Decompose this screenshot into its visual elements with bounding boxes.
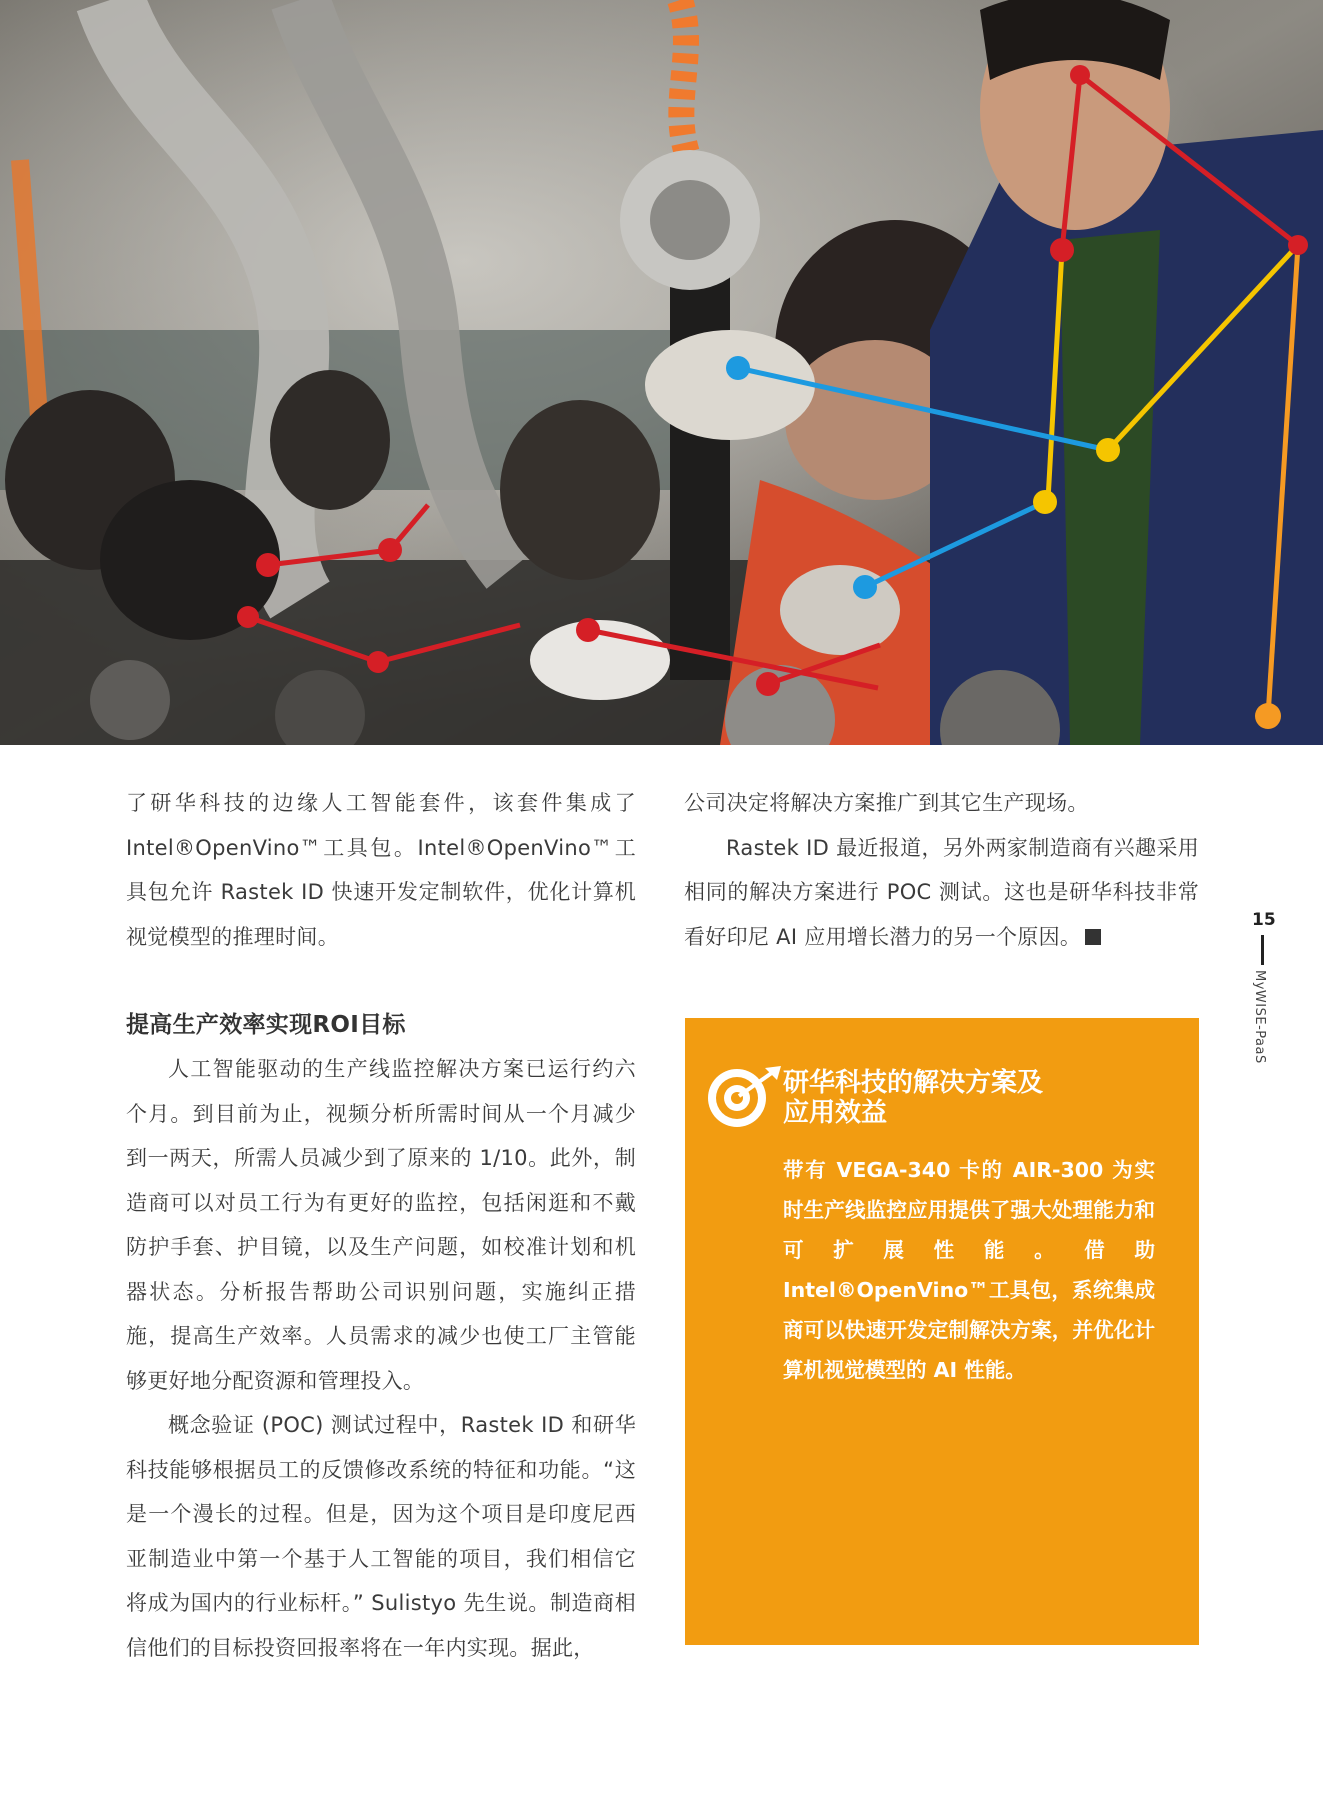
left-paragraph-1: 了研华科技的边缘人工智能套件，该套件集成了Intel®OpenVino™工具包。Intel®OpenVino™工具包允许 Rastek ID 快速开发定制软件，优化计算机视觉模型的推理时间。: [126, 791, 636, 949]
callout-body: 带有 VEGA-340 卡的 AIR-300 为实时生产线监控应用提供了强大处理能力和可扩展性能。借助 Intel®OpenVino™工具包，系统集成商可以快速开发定制解决方案，并优化计算机视觉模型的 AI 性能。: [783, 1158, 1155, 1382]
page-number-rule: [1261, 935, 1264, 965]
callout-title-line-1: 研华科技的解决方案及: [783, 1068, 1044, 1098]
solution-callout-box: [685, 1018, 1199, 1645]
page-number: 15: [1252, 910, 1276, 930]
callout-title-line-2: 应用效益: [783, 1098, 888, 1128]
factory-photo-illustration: [0, 0, 1323, 745]
factory-photo: [0, 0, 1323, 745]
section-heading: 提高生产效率实现ROI目标: [126, 1012, 406, 1038]
left-paragraph-3: 概念验证 (POC) 测试过程中，Rastek ID 和研华科技能够根据员工的反馈修改系统的特征和功能。“这是一个漫长的过程。但是，因为这个项目是印度尼西亚制造业中第一个基于人工智能的项目，我们相信它将成为国内的行业标杆。” Sulistyo 先生说。制造商相信他们的目标投资回报率将在一年内实现。据此，: [126, 1413, 636, 1660]
callout-title: [783, 1068, 1183, 1128]
end-mark-icon: [1085, 929, 1101, 945]
left-paragraph-2: 人工智能驱动的生产线监控解决方案已运行约六个月。到目前为止，视频分析所需时间从一个月减少到一两天，所需人员减少到了原来的 1/10。此外，制造商可以对员工行为有更好的监控，包括闲逛和不戴防护手套、护目镜，以及生产问题，如校准计划和机器状态。分析报告帮助公司识别问题，实施纠正措施，提高生产效率。人员需求的减少也使工厂主管能够更好地分配资源和管理投入。: [126, 1057, 636, 1393]
running-title: MyWISE-PaaS: [1252, 970, 1267, 1064]
target-icon: [705, 1066, 783, 1134]
right-paragraph-2: [684, 826, 1199, 960]
right-column: [684, 781, 1199, 959]
right-paragraph-1: 公司决定将解决方案推广到其它生产现场。: [684, 791, 1089, 815]
right-paragraph-2-text: Rastek ID 最近报道，另外两家制造商有兴趣采用相同的解决方案进行 POC 测试。这也是研华科技非常看好印尼 AI 应用增长潜力的另一个原因。: [684, 835, 1199, 949]
left-column: [126, 781, 636, 1670]
